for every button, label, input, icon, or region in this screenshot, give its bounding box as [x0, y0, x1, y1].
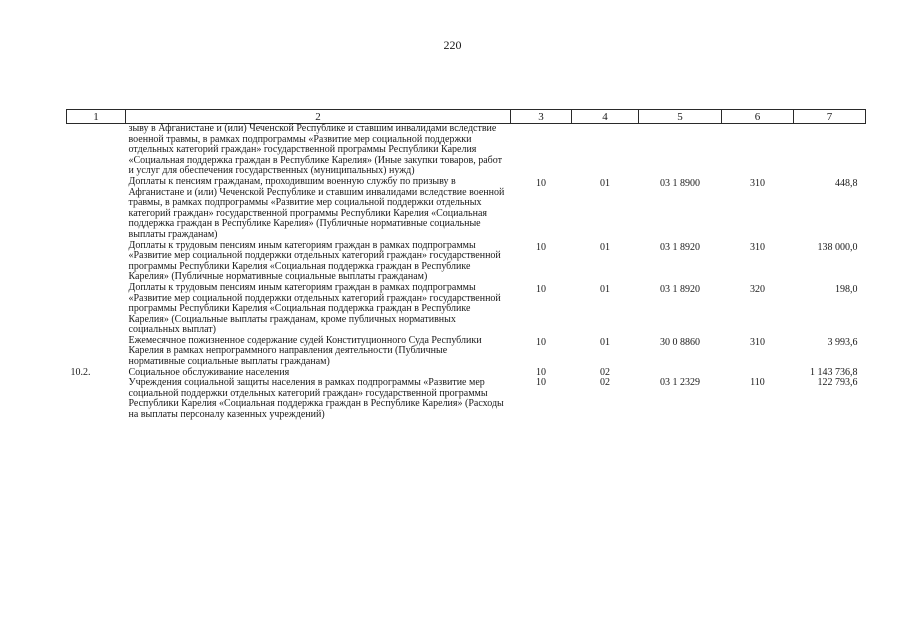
table-row	[67, 378, 866, 420]
row-amount: 138 000,0	[817, 241, 858, 253]
row-name: зыву в Афганистане и (или) Чеченской Республике и ставшим инвалидами вследствие военной травмы, в рамках подпрограммы «Развитие мер социальной поддержки отдельных категорий граждан» государственной программы Республики Карелия «Социальная поддержка граждан в Республике Карелия» (Иные закупки товаров, работ и услуг для обеспечения государственных (муниципальных) нужд)	[128, 123, 502, 177]
row-subsection-code: 01	[600, 336, 610, 348]
row-amount	[794, 124, 866, 177]
table-row	[67, 336, 866, 368]
row-target-code	[639, 124, 722, 177]
row-amount: 3 993,6	[827, 336, 858, 348]
table-row	[67, 283, 866, 336]
row-name: Доплаты к трудовым пенсиям иным категориям граждан в рамках подпрограммы «Развитие мер социальной поддержки отдельных категорий граждан» государственной программы Республики Карелия «Социальная поддержка граждан в Республике Карелия» (Социальные выплаты гражданам, кроме публичных нормативных социальных выплат)	[128, 281, 501, 336]
row-section-code: 10	[536, 336, 546, 348]
table-row	[67, 241, 866, 283]
row-amount: 122 793,6	[817, 377, 858, 389]
row-name: Социальное обслуживание населения	[128, 366, 290, 378]
column-header: 6	[722, 110, 794, 124]
column-header: 5	[639, 110, 722, 124]
table-header	[67, 110, 866, 124]
row-number	[67, 124, 126, 177]
row-amount: 198,0	[835, 283, 858, 295]
row-expense-type: 320	[750, 283, 765, 295]
row-number	[67, 241, 126, 283]
row-name: Доплаты к пенсиям гражданам, проходившим военную службу по призыву в Афганистане и (или) Чеченской Республике и ставшим инвалидами вследствие военной травмы, в рамках подпрограммы «Развитие мер социальной поддержки отдельных категорий граждан» государственной программы Республики Карелия «Социальная поддержка граждан в Республике Карелия» (Публичные нормативные социальные выплаты гражданам)	[128, 175, 505, 240]
column-header: 2	[126, 110, 511, 124]
row-subsection-code: 02	[600, 366, 610, 378]
row-expense-type	[722, 124, 794, 177]
row-target-code: 03 1 8920	[660, 283, 700, 295]
row-number	[67, 378, 126, 420]
row-target-code: 30 0 8860	[660, 336, 700, 348]
row-number: 10.2.	[70, 366, 91, 378]
column-header: 3	[511, 110, 572, 124]
row-section-code: 10	[536, 241, 546, 253]
table-row	[67, 177, 866, 241]
row-number	[67, 177, 126, 241]
row-subsection-code: 02	[600, 377, 610, 389]
row-name: Учреждения социальной защиты населения в рамках подпрограммы «Развитие мер социальной поддержки отдельных категорий граждан» государственной программы Республики Карелия «Социальная поддержка граждан в Республике Карелия» (Расходы на выплаты персоналу казенных учреждений)	[128, 377, 504, 421]
row-section-code: 10	[536, 177, 546, 189]
column-header: 1	[67, 110, 126, 124]
row-name: Ежемесячное пожизненное содержание судей Конституционного Суда Республики Карелия в рамках непрограммного направления деятельности (Публичные нормативные социальные выплаты гражданам)	[128, 334, 482, 368]
row-subsection-code	[572, 124, 639, 177]
row-expense-type: 110	[750, 377, 765, 389]
row-number	[67, 336, 126, 368]
column-header: 4	[572, 110, 639, 124]
row-number	[67, 283, 126, 336]
row-target-code: 03 1 2329	[660, 377, 700, 389]
row-expense-type: 310	[750, 336, 765, 348]
row-subsection-code: 01	[600, 177, 610, 189]
row-section-code: 10	[536, 366, 546, 378]
row-amount: 448,8	[835, 177, 858, 189]
row-expense-type: 310	[750, 177, 765, 189]
budget-table	[66, 109, 866, 421]
row-section-code: 10	[536, 377, 546, 389]
row-expense-type: 310	[750, 241, 765, 253]
row-amount: 1 143 736,8	[810, 366, 858, 378]
row-section-code: 10	[536, 283, 546, 295]
row-subsection-code: 01	[600, 241, 610, 253]
row-name: Доплаты к трудовым пенсиям иным категориям граждан в рамках подпрограммы «Развитие мер социальной поддержки отдельных категорий граждан» государственной программы Республики Карелия «Социальная поддержка граждан в Республике Карелия» (Публичные нормативные социальные выплаты гражданам)	[128, 239, 501, 283]
page-number: 220	[443, 38, 462, 52]
column-header: 7	[794, 110, 866, 124]
table-row	[67, 124, 866, 177]
row-target-code: 03 1 8920	[660, 241, 700, 253]
row-target-code: 03 1 8900	[660, 177, 700, 189]
row-subsection-code: 01	[600, 283, 610, 295]
row-section-code	[511, 124, 572, 177]
